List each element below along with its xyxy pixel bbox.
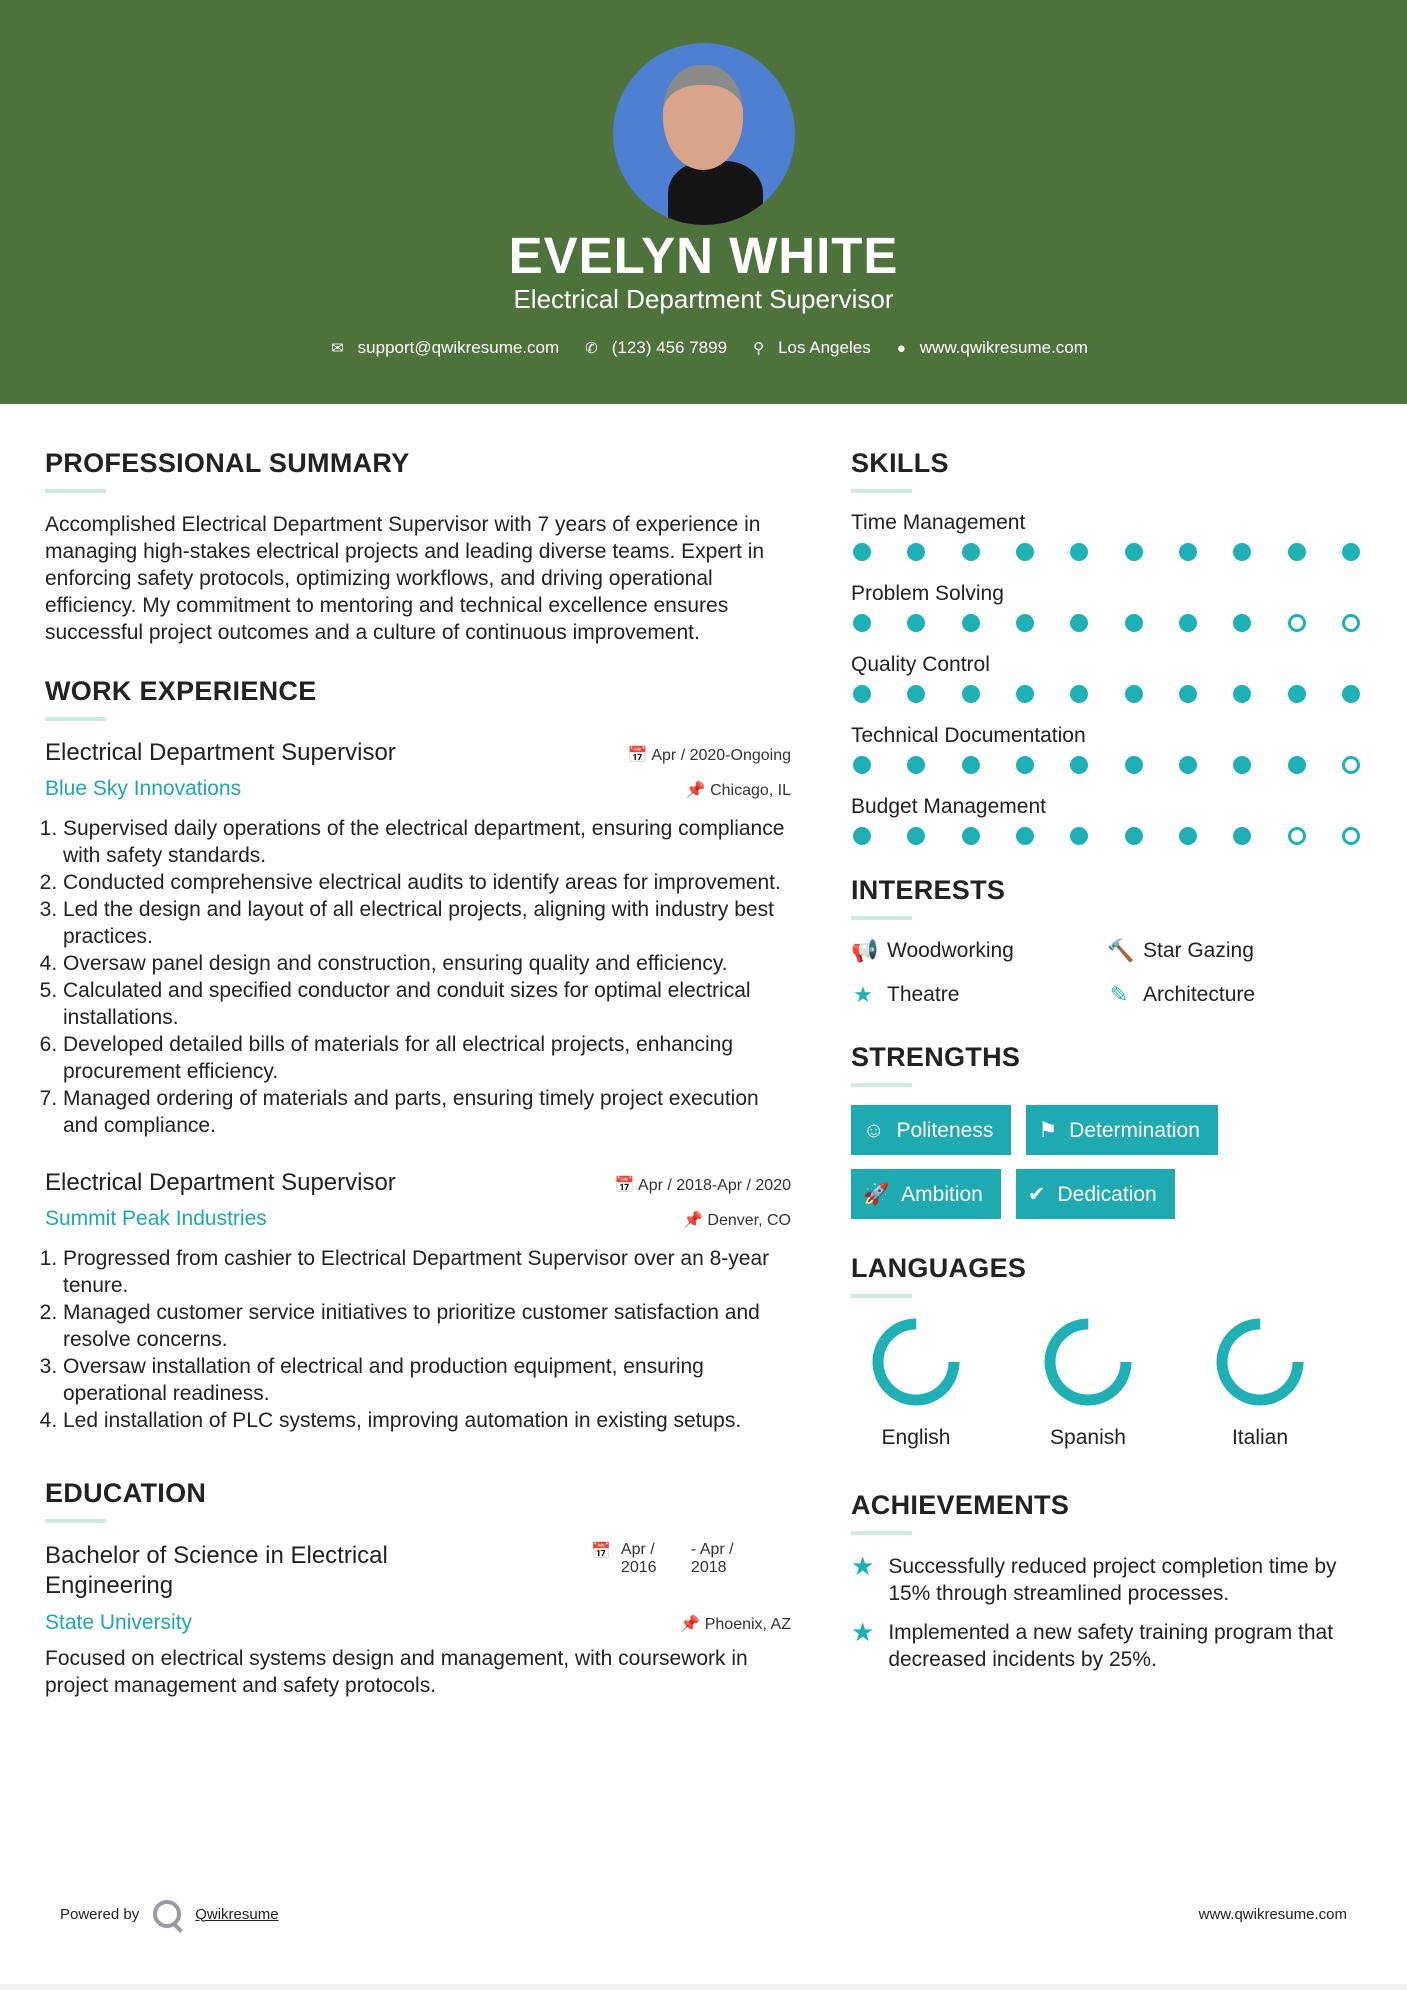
interest-item — [1107, 938, 1363, 964]
skill-name: Technical Documentation — [851, 724, 1086, 747]
job-location — [683, 1210, 791, 1230]
interest-label: Theatre — [887, 983, 960, 1006]
rating-dot-filled — [1070, 756, 1088, 774]
job-bullet: 5. Calculated and specified conductor and conduit sizes for optimal electrical installations. — [63, 977, 791, 1031]
powered-by-label: Powered by — [60, 1905, 140, 1923]
section-heading: ACHIEVEMENTS — [851, 1490, 1070, 1520]
job-location-text: Denver, CO — [707, 1212, 791, 1229]
strength-tag — [851, 1169, 1001, 1219]
contact-bar — [0, 338, 1407, 358]
skill-rating — [851, 685, 1360, 703]
rating-dot-filled — [962, 827, 980, 845]
job-dates — [615, 1175, 791, 1195]
rating-dot-filled — [1070, 827, 1088, 845]
rating-dot-filled — [1233, 614, 1251, 632]
skill-rating — [851, 756, 1360, 774]
section-heading: PROFESSIONAL SUMMARY — [45, 448, 410, 478]
rating-dot-filled — [1125, 827, 1143, 845]
job-bullet: 2. Conducted comprehensive electrical audits to identify areas for improvement. — [63, 869, 791, 896]
job-subheader — [45, 1197, 791, 1231]
education-description: Focused on electrical systems design and management, with coursework in project management and safety protocols. — [45, 1647, 748, 1697]
language-name: Spanish — [1050, 1426, 1126, 1449]
rating-dot-empty — [1342, 827, 1360, 845]
job-dates — [628, 745, 791, 765]
job-bullet: 2. Managed customer service initiatives to prioritize customer satisfaction and resolve concerns. — [63, 1299, 791, 1353]
language-item — [851, 1316, 981, 1450]
gavel-icon: 🔨 — [1107, 938, 1135, 963]
rating-dot-filled — [907, 543, 925, 561]
rating-dot-filled — [1233, 543, 1251, 561]
language-level-arc — [878, 1324, 954, 1400]
heading-underline — [45, 1519, 106, 1523]
skill-name: Budget Management — [851, 795, 1046, 818]
left-column — [45, 448, 791, 1729]
rating-dot-filled — [853, 827, 871, 845]
rating-dot-filled — [1070, 614, 1088, 632]
envelope-icon: ✉ — [331, 340, 344, 357]
company-name: Summit Peak Industries — [45, 1207, 267, 1230]
footer — [60, 1900, 1347, 1928]
job-bullet: 3. Oversaw installation of electrical and production equipment, ensuring operational readiness. — [63, 1353, 791, 1407]
pin-icon: 📌 — [680, 1616, 705, 1633]
interest-label: Architecture — [1143, 983, 1256, 1006]
shooting-star-icon: ★ — [851, 1617, 875, 1647]
qwikresume-logo-icon — [153, 1900, 181, 1928]
rating-dot-filled — [1125, 614, 1143, 632]
heading-underline — [45, 489, 106, 493]
rating-dot-filled — [962, 614, 980, 632]
interest-item — [1107, 982, 1363, 1008]
pin-icon: 📌 — [683, 1212, 708, 1229]
skill-name: Problem Solving — [851, 582, 1004, 605]
section-heading: SKILLS — [851, 448, 949, 478]
rating-dot-filled — [1125, 543, 1143, 561]
rating-dot-empty — [1342, 614, 1360, 632]
skill-rating — [851, 827, 1360, 845]
heading-underline — [851, 1531, 912, 1535]
job-bullets — [45, 815, 791, 1139]
job-title: Electrical Department Supervisor — [45, 739, 396, 766]
strengths-section — [851, 1042, 1371, 1219]
achievement-item — [851, 1553, 1371, 1607]
job-bullet: 4. Oversaw panel design and construction, ensuring quality and efficiency. — [63, 950, 791, 977]
strength-tag — [851, 1105, 1011, 1155]
bullhorn-icon: 📢 — [851, 938, 879, 963]
job-bullet: 7. Managed ordering of materials and parts, ensuring timely project execution and compliance. — [63, 1085, 791, 1139]
rating-dot-filled — [962, 685, 980, 703]
work-section — [45, 676, 791, 1434]
rating-dot-filled — [1070, 543, 1088, 561]
phone-icon: ✆ — [585, 340, 598, 357]
section-heading: LANGUAGES — [851, 1253, 1027, 1283]
rating-dot-filled — [1233, 827, 1251, 845]
rating-dot-filled — [1070, 685, 1088, 703]
rating-dot-filled — [853, 756, 871, 774]
rating-dot-filled — [1125, 685, 1143, 703]
job-bullet: 3. Led the design and layout of all electrical projects, aligning with industry best practices. — [63, 896, 791, 950]
strength-label: Ambition — [901, 1182, 983, 1206]
rating-dot-empty — [1342, 756, 1360, 774]
smile-icon: ☺ — [863, 1118, 885, 1142]
rating-dot-filled — [1016, 756, 1034, 774]
degree-title: Bachelor of Science in Electrical Engineering — [45, 1542, 388, 1599]
job-subheader — [45, 767, 791, 801]
rating-dot-filled — [1179, 756, 1197, 774]
skill-rating — [851, 543, 1360, 561]
rating-dot-filled — [1125, 756, 1143, 774]
interests-section — [851, 875, 1371, 1008]
rating-dot-filled — [1179, 614, 1197, 632]
job-header — [45, 739, 791, 767]
education-dates: 📅 Apr / 2016 - Apr / 2018 — [591, 1541, 734, 1576]
bottom-bar — [0, 1984, 1407, 1990]
rating-dot-filled — [1179, 543, 1197, 561]
summary-section — [45, 448, 791, 646]
education-location: Phoenix, AZ — [704, 1616, 791, 1633]
rating-dot-filled — [1179, 685, 1197, 703]
calendar-icon: 📅 — [591, 1543, 611, 1560]
rating-dot-filled — [907, 756, 925, 774]
language-name: English — [881, 1426, 951, 1449]
tag-icon: ✎ — [1109, 982, 1129, 1007]
job-header — [45, 1169, 791, 1197]
heading-underline — [851, 1294, 912, 1298]
interest-label: Woodworking — [887, 939, 1014, 962]
rating-dot-filled — [962, 543, 980, 561]
rating-dot-filled — [1233, 685, 1251, 703]
rating-dot-filled — [1342, 685, 1360, 703]
flag-icon: ⚑ — [1038, 1119, 1058, 1142]
footer-website[interactable]: www.qwikresume.com — [1198, 1905, 1347, 1923]
rating-dot-filled — [1342, 543, 1360, 561]
contact-website[interactable]: www.qwikresume.com — [919, 338, 1088, 357]
strength-tag — [1026, 1105, 1218, 1155]
rating-dot-filled — [907, 614, 925, 632]
job-location-text: Chicago, IL — [710, 782, 791, 799]
map-marker-icon: ⚲ — [753, 340, 765, 357]
achievement-item — [851, 1619, 1371, 1673]
star-icon: ★ — [853, 982, 873, 1007]
job-bullet: 1. Supervised daily operations of the electrical department, ensuring compliance with safety standards. — [63, 815, 791, 869]
resume-header — [0, 0, 1407, 404]
rating-dot-filled — [962, 756, 980, 774]
skills-section — [851, 448, 1371, 845]
language-ring — [1214, 1316, 1306, 1408]
strength-label: Dedication — [1057, 1182, 1157, 1206]
job-bullet: 1. Progressed from cashier to Electrical Department Supervisor over an 8-year tenure. — [63, 1245, 791, 1299]
heading-underline — [851, 1083, 912, 1087]
rating-dot-filled — [1016, 543, 1034, 561]
rating-dot-filled — [853, 685, 871, 703]
contact-email[interactable]: support@qwikresume.com — [357, 338, 560, 357]
heading-underline — [851, 916, 912, 920]
heading-underline — [45, 717, 106, 721]
achievement-text: Implemented a new safety training program that decreased incidents by 25%. — [888, 1621, 1334, 1671]
rating-dot-filled — [1288, 543, 1306, 561]
shooting-star-icon: ★ — [851, 1551, 875, 1581]
languages-section — [851, 1253, 1371, 1450]
rating-dot-filled — [1233, 756, 1251, 774]
language-item — [1195, 1316, 1325, 1450]
section-heading: EDUCATION — [45, 1478, 207, 1508]
job-location — [686, 780, 791, 800]
language-item — [1023, 1316, 1153, 1450]
rating-dot-empty — [1288, 827, 1306, 845]
job-bullet: 6. Developed detailed bills of materials for all electrical projects, enhancing procurement efficiency. — [63, 1031, 791, 1085]
right-column — [851, 448, 1371, 1685]
section-heading: WORK EXPERIENCE — [45, 676, 317, 706]
achievements-section — [851, 1490, 1371, 1673]
language-name: Italian — [1231, 1426, 1289, 1449]
rating-dot-filled — [1288, 685, 1306, 703]
rating-dot-filled — [853, 614, 871, 632]
company-name: Blue Sky Innovations — [45, 777, 242, 800]
job-entry — [45, 1169, 791, 1434]
rating-dot-filled — [907, 827, 925, 845]
rating-dot-filled — [1016, 614, 1034, 632]
job-bullet: 4. Led installation of PLC systems, improving automation in existing setups. — [63, 1407, 791, 1434]
rocket-icon: 🚀 — [863, 1182, 890, 1206]
skill-rating — [851, 614, 1360, 632]
job-entry — [45, 739, 791, 1139]
heading-underline — [851, 489, 912, 493]
profile-photo — [613, 43, 795, 225]
interest-label: Star Gazing — [1143, 939, 1254, 962]
calendar-icon: 📅 — [614, 1177, 639, 1194]
job-dates-text: Apr / 2018-Apr / 2020 — [638, 1177, 791, 1194]
rating-dot-filled — [1179, 827, 1197, 845]
summary-text: Accomplished Electrical Department Supervisor with 7 years of experience in managing high-stakes electrical projects and leading diverse teams. Expert in enforcing safety protocols, optimizing workflows, and driving operational efficiency. My commitment to mentoring and technical excellence ensures successful project outcomes and a culture of continuous improvement. — [45, 513, 765, 644]
interest-item — [851, 982, 1107, 1008]
rating-dot-filled — [1016, 685, 1034, 703]
skill-name: Time Management — [851, 511, 1026, 534]
strength-label: Determination — [1069, 1118, 1200, 1142]
interest-item — [851, 938, 1107, 964]
rating-dot-filled — [907, 685, 925, 703]
candidate-title: Electrical Department Supervisor — [513, 284, 894, 314]
contact-location: Los Angeles — [778, 338, 871, 357]
language-level-arc — [1222, 1324, 1298, 1400]
language-ring — [870, 1316, 962, 1408]
strength-label: Politeness — [896, 1118, 994, 1142]
pin-icon: 📌 — [685, 782, 711, 799]
strength-tag — [1016, 1169, 1175, 1219]
rating-dot-filled — [853, 543, 871, 561]
language-level-arc — [1050, 1324, 1126, 1400]
calendar-icon: 📅 — [627, 747, 652, 764]
rating-dot-filled — [1016, 827, 1034, 845]
rating-dot-filled — [1288, 756, 1306, 774]
job-bullets — [45, 1245, 791, 1434]
contact-phone[interactable]: (123) 456 7899 — [611, 338, 728, 357]
section-heading: STRENGTHS — [851, 1042, 1021, 1072]
check-circle-icon: ✔ — [1027, 1183, 1046, 1206]
skill-name: Quality Control — [851, 653, 990, 676]
brand-link[interactable]: Qwikresume — [195, 1905, 279, 1923]
job-dates-text: Apr / 2020-Ongoing — [651, 747, 791, 764]
rating-dot-empty — [1288, 614, 1306, 632]
section-heading: INTERESTS — [851, 875, 1006, 905]
school-name: State University — [45, 1611, 193, 1634]
job-title: Electrical Department Supervisor — [45, 1169, 396, 1196]
candidate-name: EVELYN WHITE — [508, 227, 899, 284]
language-ring — [1042, 1316, 1134, 1408]
globe-icon: ● — [896, 339, 906, 357]
achievement-text: Successfully reduced project completion time by 15% through streamlined processes. — [888, 1555, 1337, 1605]
education-section — [45, 1478, 791, 1699]
